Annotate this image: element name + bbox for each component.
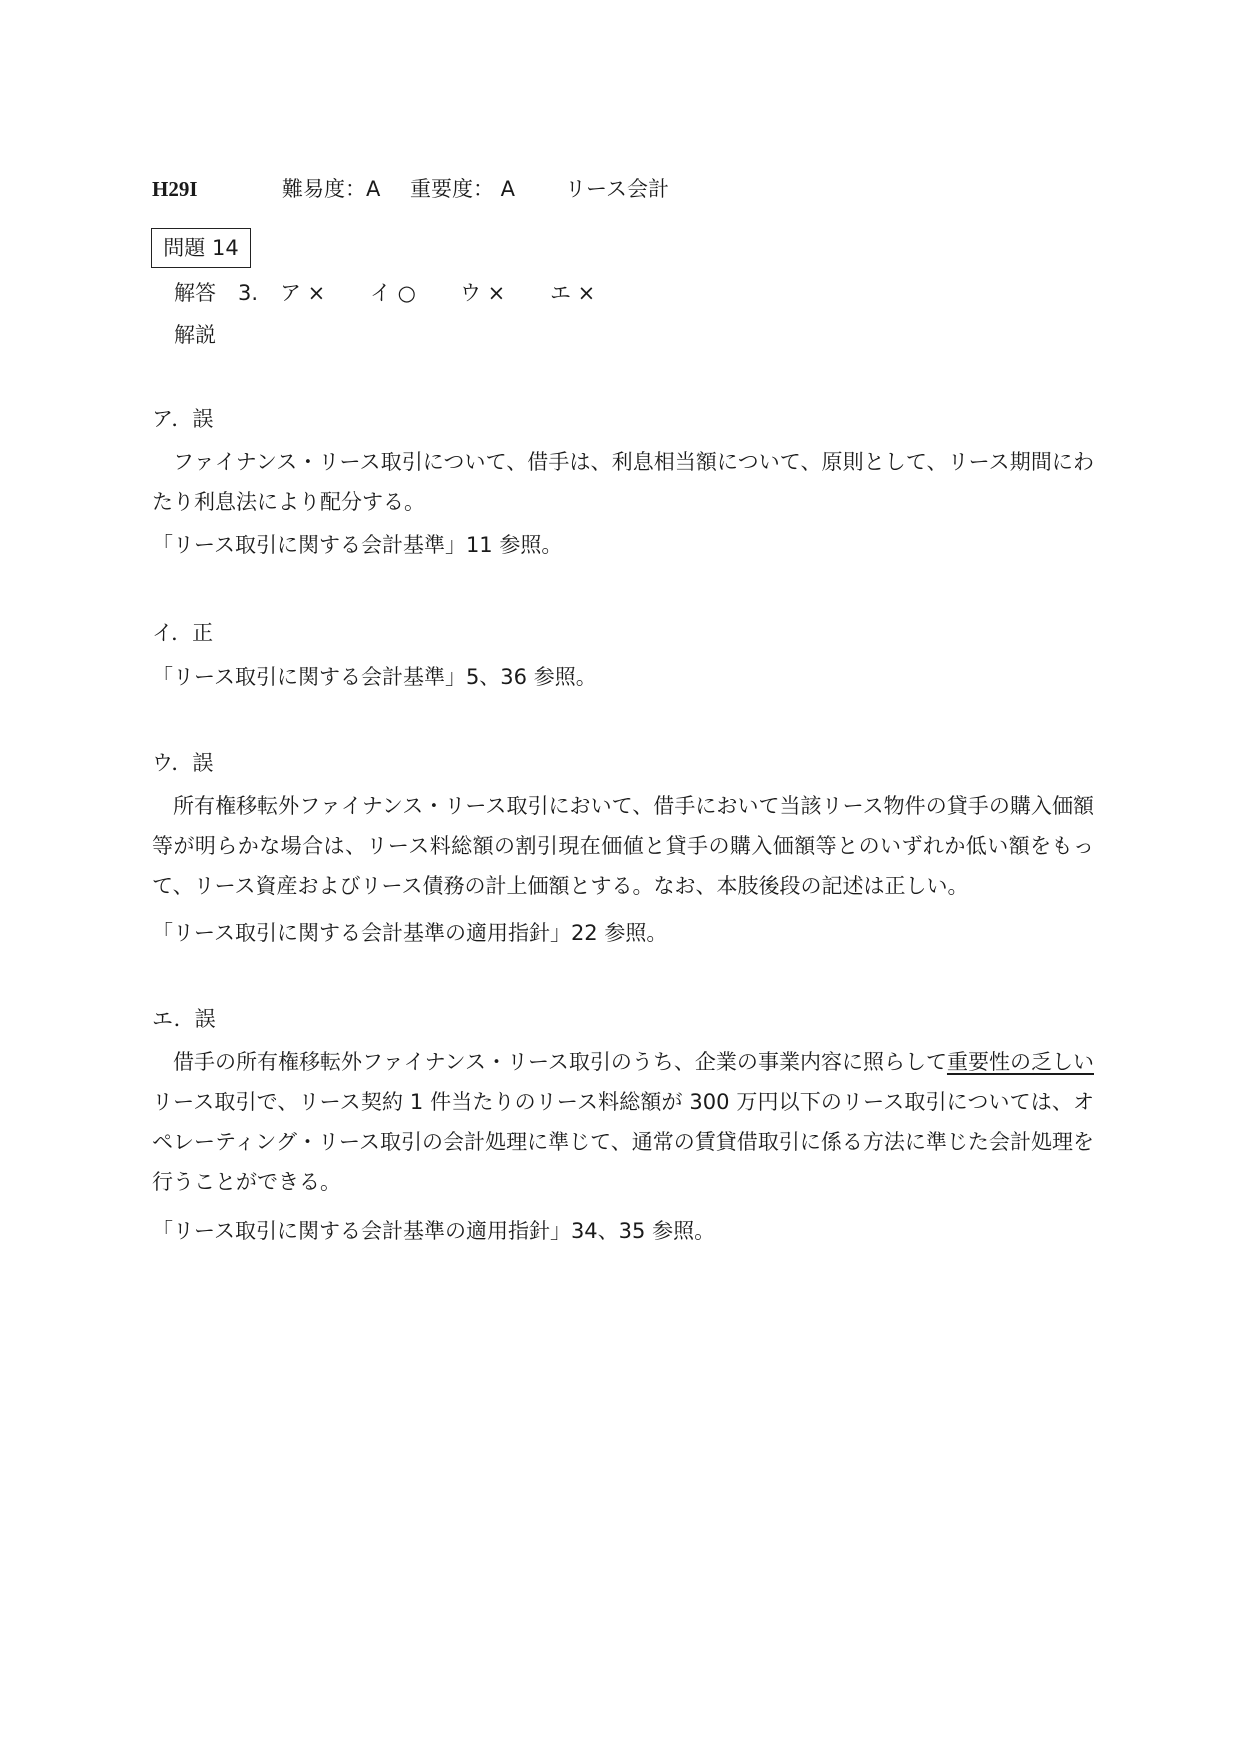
section-reference: 「リース取引に関する会計基準」11 参照。 [152, 533, 563, 557]
section-body: 所有権移転外ファイナンス・リース取引において、借手において当該リース物件の貸手の購入価額等が明らかな場合は、リース料総額の割引現在価値と貸手の購入価額等とのいずれか低い額をもって、リース資産およびリース債務の計上価額とする。なお、本肢後段の記述は正しい。 [152, 794, 1094, 898]
section-heading: イ．正 [152, 621, 214, 645]
answer-line [174, 278, 595, 308]
body-text: 借手の所有権移転外ファイナンス・リース取引のうち、企業の事業内容に照らして [173, 1050, 947, 1074]
page-header [152, 174, 669, 204]
question-number-box: 問題 14 [151, 228, 251, 268]
answer-item: イ ○ [370, 281, 416, 305]
section-reference: 「リース取引に関する会計基準の適用指針」34、35 参照。 [152, 1219, 716, 1243]
exam-code: H29I [152, 177, 198, 201]
explanation-label: 解説 [174, 323, 216, 347]
section-body: ファイナンス・リース取引について、借手は、利息相当額について、原則として、リース期間にわたり利息法により配分する。 [152, 450, 1094, 514]
section-reference: 「リース取引に関する会計基準の適用指針」22 参照。 [152, 921, 668, 945]
body-text: リース取引で、リース契約 1 件当たりのリース料総額が 300 万円以下のリース取引については、オペレーティング・リース取引の会計処理に準じて、通常の賃貸借取引に係る方法に準じた会計処理を行うことができる。 [152, 1090, 1094, 1194]
answer-item: エ × [550, 281, 596, 305]
importance-label: 重要度： A [410, 177, 516, 201]
answer-item: ア × [280, 281, 326, 305]
section-heading: ウ．誤 [152, 751, 214, 775]
section-heading: エ．誤 [152, 1007, 216, 1031]
underlined-phrase: 重要性の乏しい [946, 1050, 1094, 1074]
topic-label: リース会計 [565, 177, 669, 201]
section-heading: ア．誤 [152, 407, 214, 431]
answer-number: 3. [238, 281, 259, 305]
section-body [152, 1042, 1094, 1202]
section-reference: 「リース取引に関する会計基準」5、36 参照。 [152, 665, 597, 689]
answer-label: 解答 [174, 281, 216, 305]
answer-item: ウ × [460, 281, 506, 305]
difficulty-label: 難易度：A [282, 177, 381, 201]
